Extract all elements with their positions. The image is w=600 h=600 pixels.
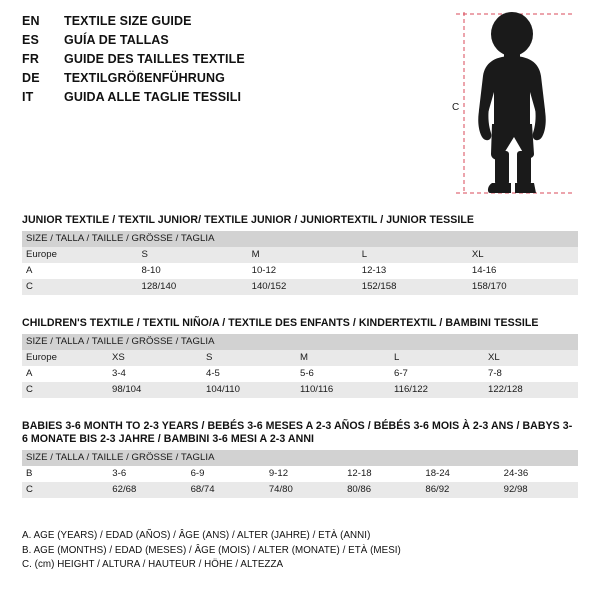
table-head-label: SIZE / TALLA / TAILLE / GRÖSSE / TAGLIA	[22, 334, 578, 350]
table-row	[22, 263, 578, 279]
header-title-text: TEXTILGRÖßENFÜHRUNG	[64, 71, 225, 85]
row-label: C	[22, 382, 108, 398]
table-head-row	[22, 450, 578, 466]
section-title: CHILDREN'S TEXTILE / TEXTIL NIÑO/A / TEXTILE DES ENFANTS / KINDERTEXTIL / BAMBINI TESSILE	[22, 317, 539, 329]
cell: 110/116	[296, 382, 390, 398]
cell: 128/140	[137, 279, 247, 295]
header-lang-code: DE	[22, 71, 40, 85]
table-row	[22, 247, 578, 263]
section-title: JUNIOR TEXTILE / TEXTIL JUNIOR/ TEXTILE JUNIOR / JUNIORTEXTIL / JUNIOR TESSILE	[22, 214, 475, 226]
header-title-text: TEXTILE SIZE GUIDE	[64, 14, 192, 28]
child-silhouette-figure	[452, 6, 582, 206]
size-table-junior	[22, 231, 578, 295]
header-row	[22, 33, 452, 52]
table-head-row	[22, 334, 578, 350]
row-label: A	[22, 263, 137, 279]
cell: XL	[484, 350, 578, 366]
cell: L	[358, 247, 468, 263]
cell: 14-16	[468, 263, 578, 279]
row-label: C	[22, 482, 108, 498]
measure-label-c: C	[452, 102, 460, 113]
table-head-row	[22, 231, 578, 247]
table-row	[22, 466, 578, 482]
header-title-text: GUÍA DE TALLAS	[64, 33, 169, 47]
table-head-label: SIZE / TALLA / TAILLE / GRÖSSE / TAGLIA	[22, 450, 578, 466]
size-table-children	[22, 334, 578, 398]
language-header	[22, 14, 452, 109]
cell: 6-7	[390, 366, 484, 382]
header-row	[22, 52, 452, 71]
table-row	[22, 366, 578, 382]
cell: 92/98	[500, 482, 578, 498]
cell: XL	[468, 247, 578, 263]
cell: 104/110	[202, 382, 296, 398]
legend-line-c: C. (cm) HEIGHT / ALTURA / HAUTEUR / HÖHE / ALTEZZA	[22, 559, 284, 570]
header-row	[22, 90, 452, 109]
cell: 86/92	[421, 482, 499, 498]
legend-line-b: B. AGE (MONTHS) / EDAD (MESES) / ÂGE (MOIS) / ALTER (MONATE) / ETÀ (MESI)	[22, 544, 401, 556]
cell: S	[202, 350, 296, 366]
cell: 8-10	[137, 263, 247, 279]
row-label: A	[22, 366, 108, 382]
table-head-label: SIZE / TALLA / TAILLE / GRÖSSE / TAGLIA	[22, 231, 578, 247]
cell: 158/170	[468, 279, 578, 295]
cell: 74/80	[265, 482, 343, 498]
cell: 62/68	[108, 482, 186, 498]
cell: 4-5	[202, 366, 296, 382]
cell: 10-12	[248, 263, 358, 279]
cell: 7-8	[484, 366, 578, 382]
cell: 116/122	[390, 382, 484, 398]
header-row	[22, 71, 452, 90]
cell: 12-13	[358, 263, 468, 279]
table-row	[22, 350, 578, 366]
row-label: B	[22, 466, 108, 482]
cell: 18-24	[421, 466, 499, 482]
section-title: BABIES 3-6 MONTH TO 2-3 YEARS / BEBÉS 3-6 MESES A 2-3 AÑOS / BÉBÉS 3-6 MOIS À 2-3 ANS / BABYS 3-6 MONATE BIS 2-3 JAHRE / BAMBINI 3-6 MESI A 2-3 ANNI	[22, 420, 573, 445]
section-childrens-textile	[22, 317, 578, 398]
cell: 5-6	[296, 366, 390, 382]
cell: 140/152	[248, 279, 358, 295]
table-row	[22, 279, 578, 295]
table-row	[22, 482, 578, 498]
section-babies-textile	[22, 420, 578, 498]
cell: S	[137, 247, 247, 263]
cell: 6-9	[187, 466, 265, 482]
cell: M	[248, 247, 358, 263]
cell: 24-36	[500, 466, 578, 482]
cell: 152/158	[358, 279, 468, 295]
header-lang-code: ES	[22, 33, 40, 47]
silhouette-body	[478, 12, 545, 193]
cell: 3-4	[108, 366, 202, 382]
size-table-babies	[22, 450, 578, 498]
section-junior-textile	[22, 214, 578, 295]
cell: L	[390, 350, 484, 366]
legend-block	[22, 529, 582, 573]
table-row	[22, 382, 578, 398]
header-lang-code: FR	[22, 52, 40, 66]
cell: 98/104	[108, 382, 202, 398]
silhouette-svg	[452, 6, 582, 206]
header-lang-code: EN	[22, 14, 40, 28]
row-label: C	[22, 279, 137, 295]
row-label: Europe	[22, 350, 108, 366]
cell: 3-6	[108, 466, 186, 482]
cell: XS	[108, 350, 202, 366]
cell: 12-18	[343, 466, 421, 482]
cell: 80/86	[343, 482, 421, 498]
row-label: Europe	[22, 247, 137, 263]
legend-line-a: A. AGE (YEARS) / EDAD (AÑOS) / ÂGE (ANS) / ALTER (JAHRE) / ETÀ (ANNI)	[22, 530, 371, 541]
header-title-text: GUIDA ALLE TAGLIE TESSILI	[64, 90, 242, 104]
header-row	[22, 14, 452, 33]
cell: 9-12	[265, 466, 343, 482]
cell: 68/74	[187, 482, 265, 498]
cell: M	[296, 350, 390, 366]
header-title-text: GUIDE DES TAILLES TEXTILE	[64, 52, 245, 66]
cell: 122/128	[484, 382, 578, 398]
header-lang-code: IT	[22, 90, 34, 104]
